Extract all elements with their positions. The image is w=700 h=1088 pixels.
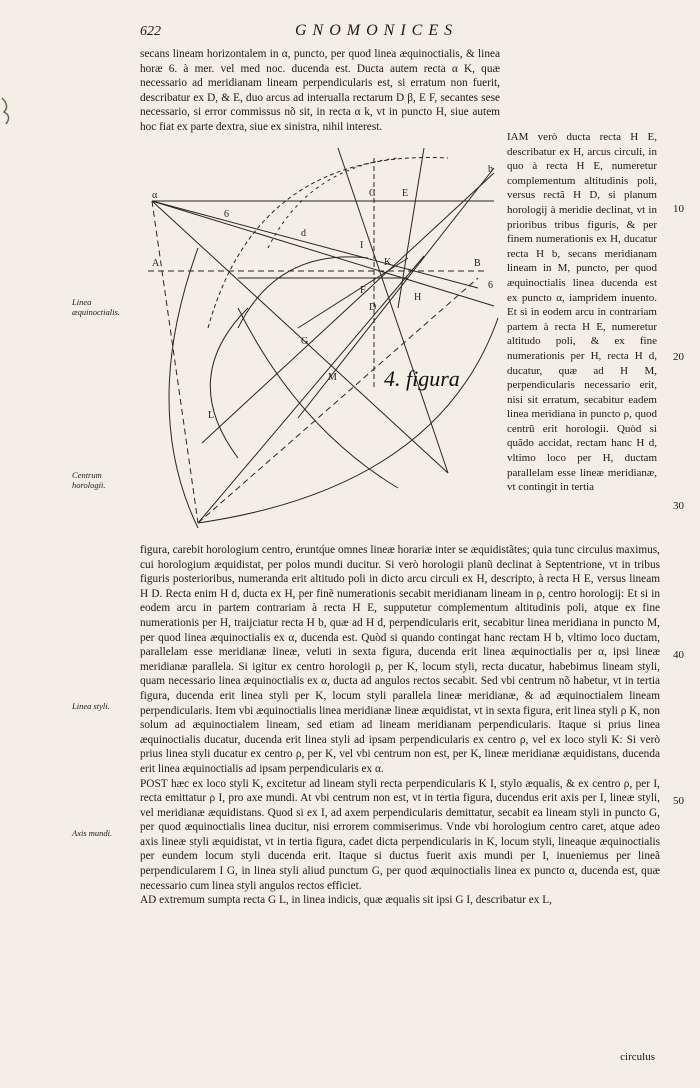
dropcap-post: POST (140, 777, 168, 790)
paragraph-post-text: hæc ex loco styli K, excitetur ad lineam styli recta perpendicularis K I, stylo æqualis, & ex centro ρ, per I, recta emittatur ρ I, pro axe mundi. At vbi centrum non est, vt in tertia figura, ducendus erit axis per I, lineæ styli, vel meridianæ æquidistans. Quod si ex I, ad axem perpendicularis demittatur, secabit ea lineam styli in puncto G, per quod æquinoctialis linea ducitur, nisi errorem commiserimus. Vnde vbi horologium centro caret, atque adeo axis lineæ styli æquidistat, vt in tertia figura, cadet dicta perpendicularis in K, locum styli, lineaque æquinoctialis per eundem locum styli ducenda erit. Itaque si ductus fuerit axis mundi per I, inueniemus per lineã perpendicularem I G, in linea styli aliud punctum G, per quod æquinoctialis linea ex puncto α, ducenda est, quæ necessario cum linea styli angulos rectos efficiet. (140, 777, 660, 892)
arc-bottom (198, 318, 498, 523)
running-title: GNOMONICES (295, 22, 459, 39)
line-number-20: 20 (673, 351, 684, 363)
label-c: C (369, 188, 376, 199)
margin-note-linea-styli: Linea styli. (72, 701, 110, 711)
line-number-30: 30 (673, 500, 684, 512)
catchword: circulus (620, 1051, 655, 1063)
line-number-50: 50 (673, 795, 684, 807)
line-number-10: 10 (673, 203, 684, 215)
page-header (140, 22, 560, 46)
label-m: M (328, 372, 337, 383)
label-i: I (360, 240, 364, 251)
paragraph-post (140, 777, 660, 894)
label-d: D (369, 302, 377, 313)
right-column-paragraph (507, 130, 657, 495)
label-b-lower: b (488, 164, 493, 175)
diagonal-3 (152, 201, 448, 473)
label-d-lower: d (301, 228, 306, 239)
diagonal-4 (338, 148, 448, 473)
dropcap-iam: IAM (507, 131, 529, 143)
diagonal-2 (152, 201, 478, 288)
margin-note-linea-aequinoctialis: Linea æquinoctialis. (72, 297, 120, 317)
short-diagonal (298, 258, 408, 328)
diagonal-1 (152, 201, 494, 306)
label-six-left: 6 (224, 209, 229, 220)
label-l: L (208, 410, 215, 421)
arc-left (210, 308, 248, 458)
arc-inner (238, 257, 368, 328)
label-e: E (402, 188, 409, 199)
diagonal-8 (398, 148, 424, 308)
paragraph-ad-text: extremum sumpta recta G L, in linea indicis, quæ æqualis sit ipsi G I, describatur ex L, (156, 894, 552, 907)
figure-diagram (138, 128, 504, 538)
margin-note-axis-mundi: Axis mundi. (72, 828, 113, 838)
label-a: A (152, 258, 160, 269)
label-h: H (414, 292, 422, 303)
right-column-text: verò ducta recta H E, describatur ex H, arcus circuli, in quo à recta H E, numeretur complementum altitudinis poli, versus rectã H D, si planum horologij à meridie declinat, vt in prioribus tribus figuris, & per finem numerationis ex H, ducatur recta H b, secans meridianam lineam in M, puncto, per quod æquinoctialis linea ducenda est ex puncto α, iampridem inuento. Et si in eodem arcu in contrariam partem à recta H E, numeretur altitudo poli, & ex fine numerationis per H, recta H d, ducatur, quæ ad H M, perpendicularis necessario erit, nisi sit erratum, secabitur eadem linea meridiana in puncto ρ, quod centrũ erit horologii. Quòd si quãdo accidat, rectam hanc H d, vltimo loco per H, ductam parallelam esse lineæ meridianæ, vt contingit in tertia (507, 131, 657, 494)
geometric-figure (138, 128, 504, 538)
dotted-arc-top (208, 157, 448, 328)
label-g: G (301, 336, 309, 347)
page-number: 622 (140, 24, 161, 39)
paragraph-ad (140, 893, 660, 908)
top-paragraph: secans lineam horizontalem in α, puncto, per quod linea æquinoctialis, & linea horæ 6. à mer. vel med noc. ducenda est. Ducta autem recta α K, quæ necessario ad meridianam lineam perpendicularis est, si erratum non fuerit, describatur ex D, & E, duo arcus ad interualla rectarum D β, E F, secantes sese necessario, si error commissus nõ sit, in recta α k, vt in puncto H, siue autem hoc fiat ex parte dextra, siue ex sinistra, nihil interest. (140, 48, 500, 133)
figure-caption: 4. figura (384, 366, 460, 391)
paragraph-figura: figura, carebit horologium centro, eruntq́ue omnes lineæ horariæ inter se æquidistãtes; quia tunc circulus maximus, cui horologium æquidistat, per polos mundi ducitur. Si verò horologii planũ declinat à Septentrione, vt in tribus figuris posterioribus, numeranda erit altitudo poli in dicto arcu circuli ex H, descripto, à recta H E, versus lineam H D. Recta enim H d, ducta ex H, per finẽ numerationis secabit meridianam lineam in ρ, centro horologij: Et si in eodem arcu in partem contrariam à recta H E, supputetur complementum altitudinis poli, atque ex fine numerationis per H, traijciatur recta H b, quæ ad H d, perpendicularis erit, secabitur linea meridiana in puncto M, per quod linea æquinoctialis ex α, ducenda est. Quòd si quando contingat hanc rectam H b, vltimo loco ductam, parallelam esse meridianæ lineæ, veluti in sexta figura, ducenda erit linea æquinoctialis per α, ipsi lineæ meridianæ parallela. Si igitur ex centro horologii ρ, per K, locum styli, recta ducatur, habebimus lineam styli, quam necessario linea æquinoctialis ex α, ducta ad angulos rectos secabit. Sed vbi centrum nõ habetur, vt in tertia figura, ducenda erit linea styli per K, locum styli parallela lineæ meridianæ, & ad æquinoctialem lineam perpendicularis. Item vbi æquinoctialis linea meridianæ lineæ æquidistat, vt in sexta figura, erit linea styli ρ K, non solum ad æquinoctialem lineam, sed etiam ad lineam meridianam perpendicularis. Itaque si prius linea æquinoctialis ducatur, ducenda erit linea styli ad ipsam perpendicularis ex centro ρ, vel ex loco styli K: Si verò prius linea styli ducatur ex centro ρ, per K, vel vbi centrum non est, per K, lineæ meridianæ æquidistans, ducenda erit linea æquinoctialis ad ipsam perpendicularis ex α. (140, 544, 660, 775)
dashed-diagonal (198, 278, 478, 523)
label-k: K (384, 257, 392, 268)
label-six-right: 6 (488, 280, 493, 291)
dotted-arc-inner (268, 158, 398, 248)
dropcap-ad: AD (140, 894, 157, 907)
label-f: F (360, 285, 366, 296)
arc-far-left (169, 248, 198, 528)
page-edge-mark (0, 90, 18, 130)
margin-note-centrum-horologii: Centrum horologii. (72, 470, 106, 490)
lower-text-block (140, 543, 660, 908)
dashed-left-line (152, 201, 198, 523)
line-number-40: 40 (673, 649, 684, 661)
label-alpha: α (152, 190, 158, 201)
label-b-upper: B (474, 258, 481, 269)
